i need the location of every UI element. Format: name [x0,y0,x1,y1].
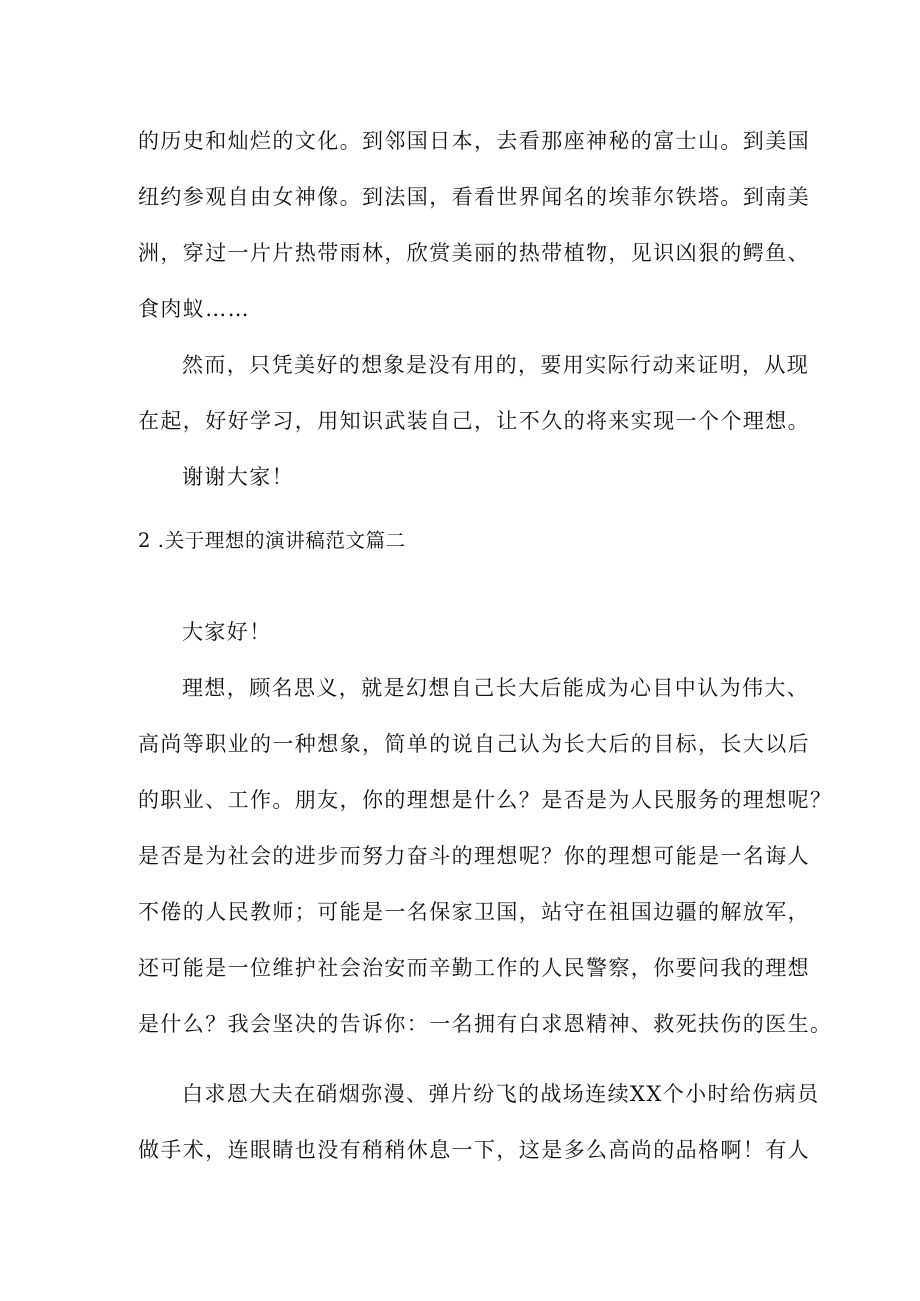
paragraph-line: 是什么？我会坚决的告诉你：一名拥有白求恩精神、救死扶伤的医生。 [138,1012,833,1036]
paragraph-line: 白求恩大夫在硝烟弥漫、弹片纷飞的战场连续XX个小时给伤病员 [182,1082,820,1106]
paragraph-line: 的历史和灿烂的文化。到邻国日本，去看那座神秘的富士山。到美国 [138,129,810,153]
paragraph-line: 还可能是一位维护社会治安而辛勤工作的人民警察，你要问我的理想 [138,956,810,980]
closing-line: 谢谢大家！ [182,465,294,489]
paragraph-line: 然而，只凭美好的想象是没有用的，要用实际行动来证明，从现 [182,353,810,377]
paragraph-line: 食肉蚁…… [138,297,250,321]
paragraph-line: 做手术，连眼睛也没有稍稍休息一下，这是多么高尚的品格啊！有人 [138,1138,810,1162]
paragraph-line: 理想，顾名思义，就是幻想自己长大后能成为心目中认为伟大、 [182,676,810,700]
paragraph-line: 洲，穿过一片片热带雨林，欣赏美丽的热带植物，见识凶狠的鳄鱼、 [138,241,810,265]
section-heading: 2 .关于理想的演讲稿范文篇二 [138,529,406,552]
paragraph-line: 的职业、工作。朋友，你的理想是什么？是否是为人民服务的理想呢？ [138,788,833,812]
paragraph-line: 不倦的人民教师；可能是一名保家卫国，站守在祖国边疆的解放军， [138,900,810,924]
paragraph-line: 纽约参观自由女神像。到法国，看看世界闻名的埃菲尔铁塔。到南美 [138,185,810,209]
paragraph-line: 高尚等职业的一种想象，简单的说自己认为长大后的目标，长大以后 [138,732,810,756]
paragraph-line: 在起，好好学习，用知识武装自己，让不久的将来实现一个个理想。 [138,409,810,433]
greeting-line: 大家好！ [182,620,272,644]
paragraph-line: 是否是为社会的进步而努力奋斗的理想呢？你的理想可能是一名诲人 [138,844,810,868]
